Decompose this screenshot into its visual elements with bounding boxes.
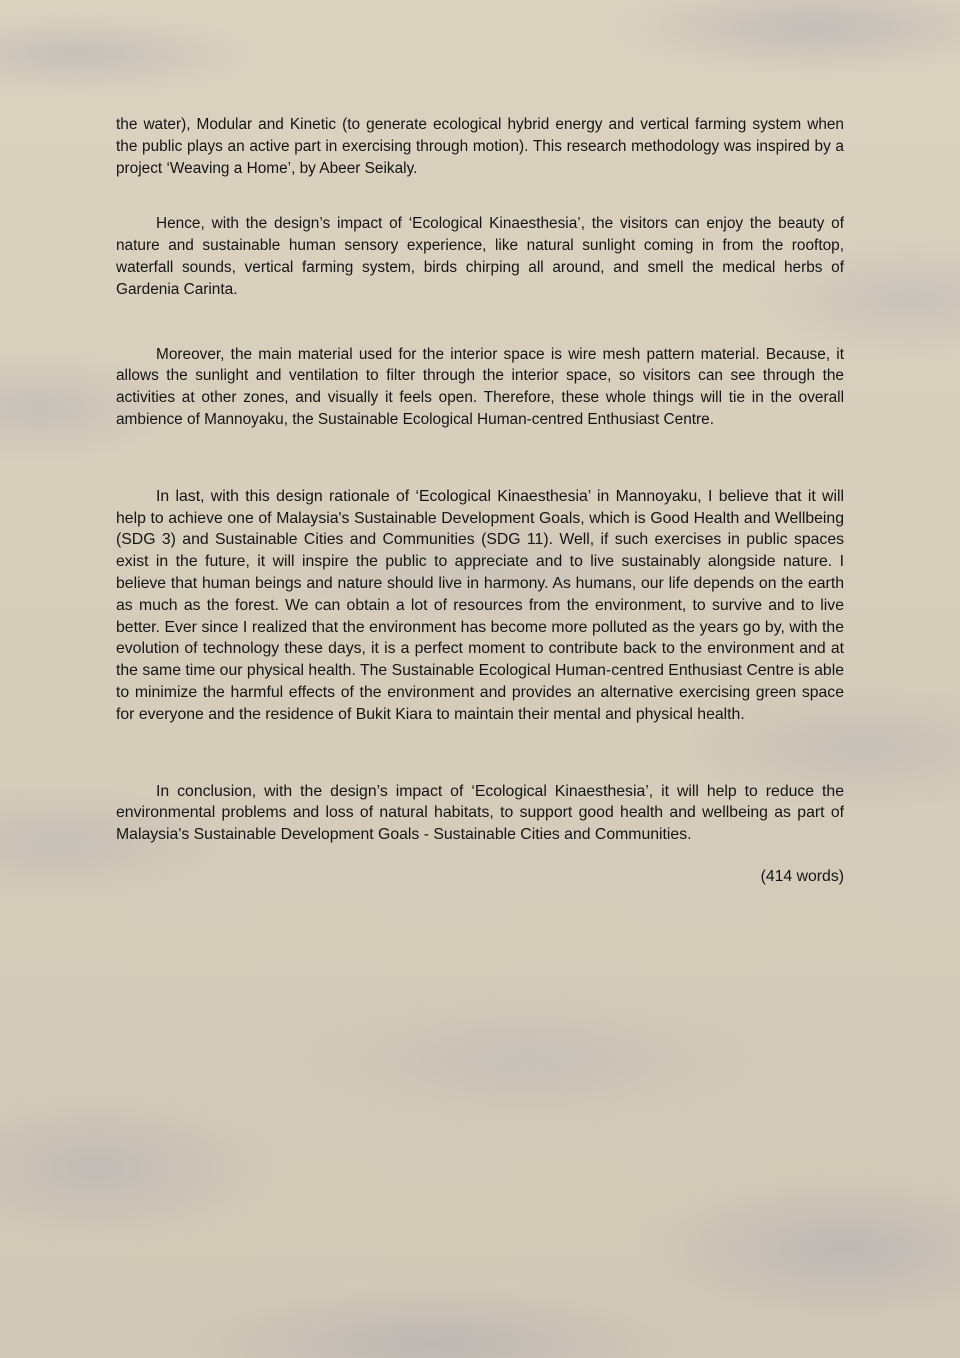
word-count: (414 words) <box>760 867 844 885</box>
document-body <box>116 114 844 888</box>
paragraph-conclusion: In conclusion, with the design’s impact of ‘Ecological Kinaesthesia’, it will help to reduce the environmental problems and loss of natural habitats, to support good health and wellbeing as part of Malaysia's Sustainable Development Goals - Sustainable Cities and Communities. <box>116 782 844 844</box>
paragraph-methodology: the water), Modular and Kinetic (to generate ecological hybrid energy and vertical farming system when the public plays an active part in exercising through motion). This research methodology was inspired by a project ‘Weaving a Home’, by Abeer Seikaly. <box>116 116 844 177</box>
paragraph-design-impact: Hence, with the design’s impact of ‘Ecological Kinaesthesia’, the visitors can enjoy the beauty of nature and sustainable human sensory experience, like natural sunlight coming in from the rooftop, waterfall sounds, vertical farming system, birds chirping all around, and smell the medical herbs of Gardenia Carinta. <box>116 215 844 298</box>
paragraph-design-rationale: In last, with this design rationale of ‘Ecological Kinaesthesia’ in Mannoyaku, I believe that it will help to achieve one of Malaysia's Sustainable Development Goals, which is Good Health and Wellbeing (SDG 3) and Sustainable Cities and Communities (SDG 11). Well, if such exercises in public spaces exist in the future, it will inspire the public to appreciate and to live sustainably alongside nature. I believe that human beings and nature should live in harmony. As humans, our life depends on the earth as much as the forest. We can obtain a lot of resources from the environment, to survive and to live better. Ever since I realized that the environment has become more polluted as the years go by, with the evolution of technology these days, it is a perfect moment to contribute back to the environment and at the same time our physical health. The Sustainable Ecological Human-centred Enthusiast Centre is able to minimize the harmful effects of the environment and provides an alternative exercising green space for everyone and the residence of Bukit Kiara to maintain their mental and physical health. <box>116 487 844 723</box>
paragraph-material: Moreover, the main material used for the interior space is wire mesh pattern material. Because, it allows the sunlight and ventilation to filter through the interior space, so visitors can see through the activities at other zones, and visually it feels open. Therefore, these whole things will tie in the overall ambience of Mannoyaku, the Sustainable Ecological Human-centred Enthusiast Centre. <box>116 345 844 428</box>
